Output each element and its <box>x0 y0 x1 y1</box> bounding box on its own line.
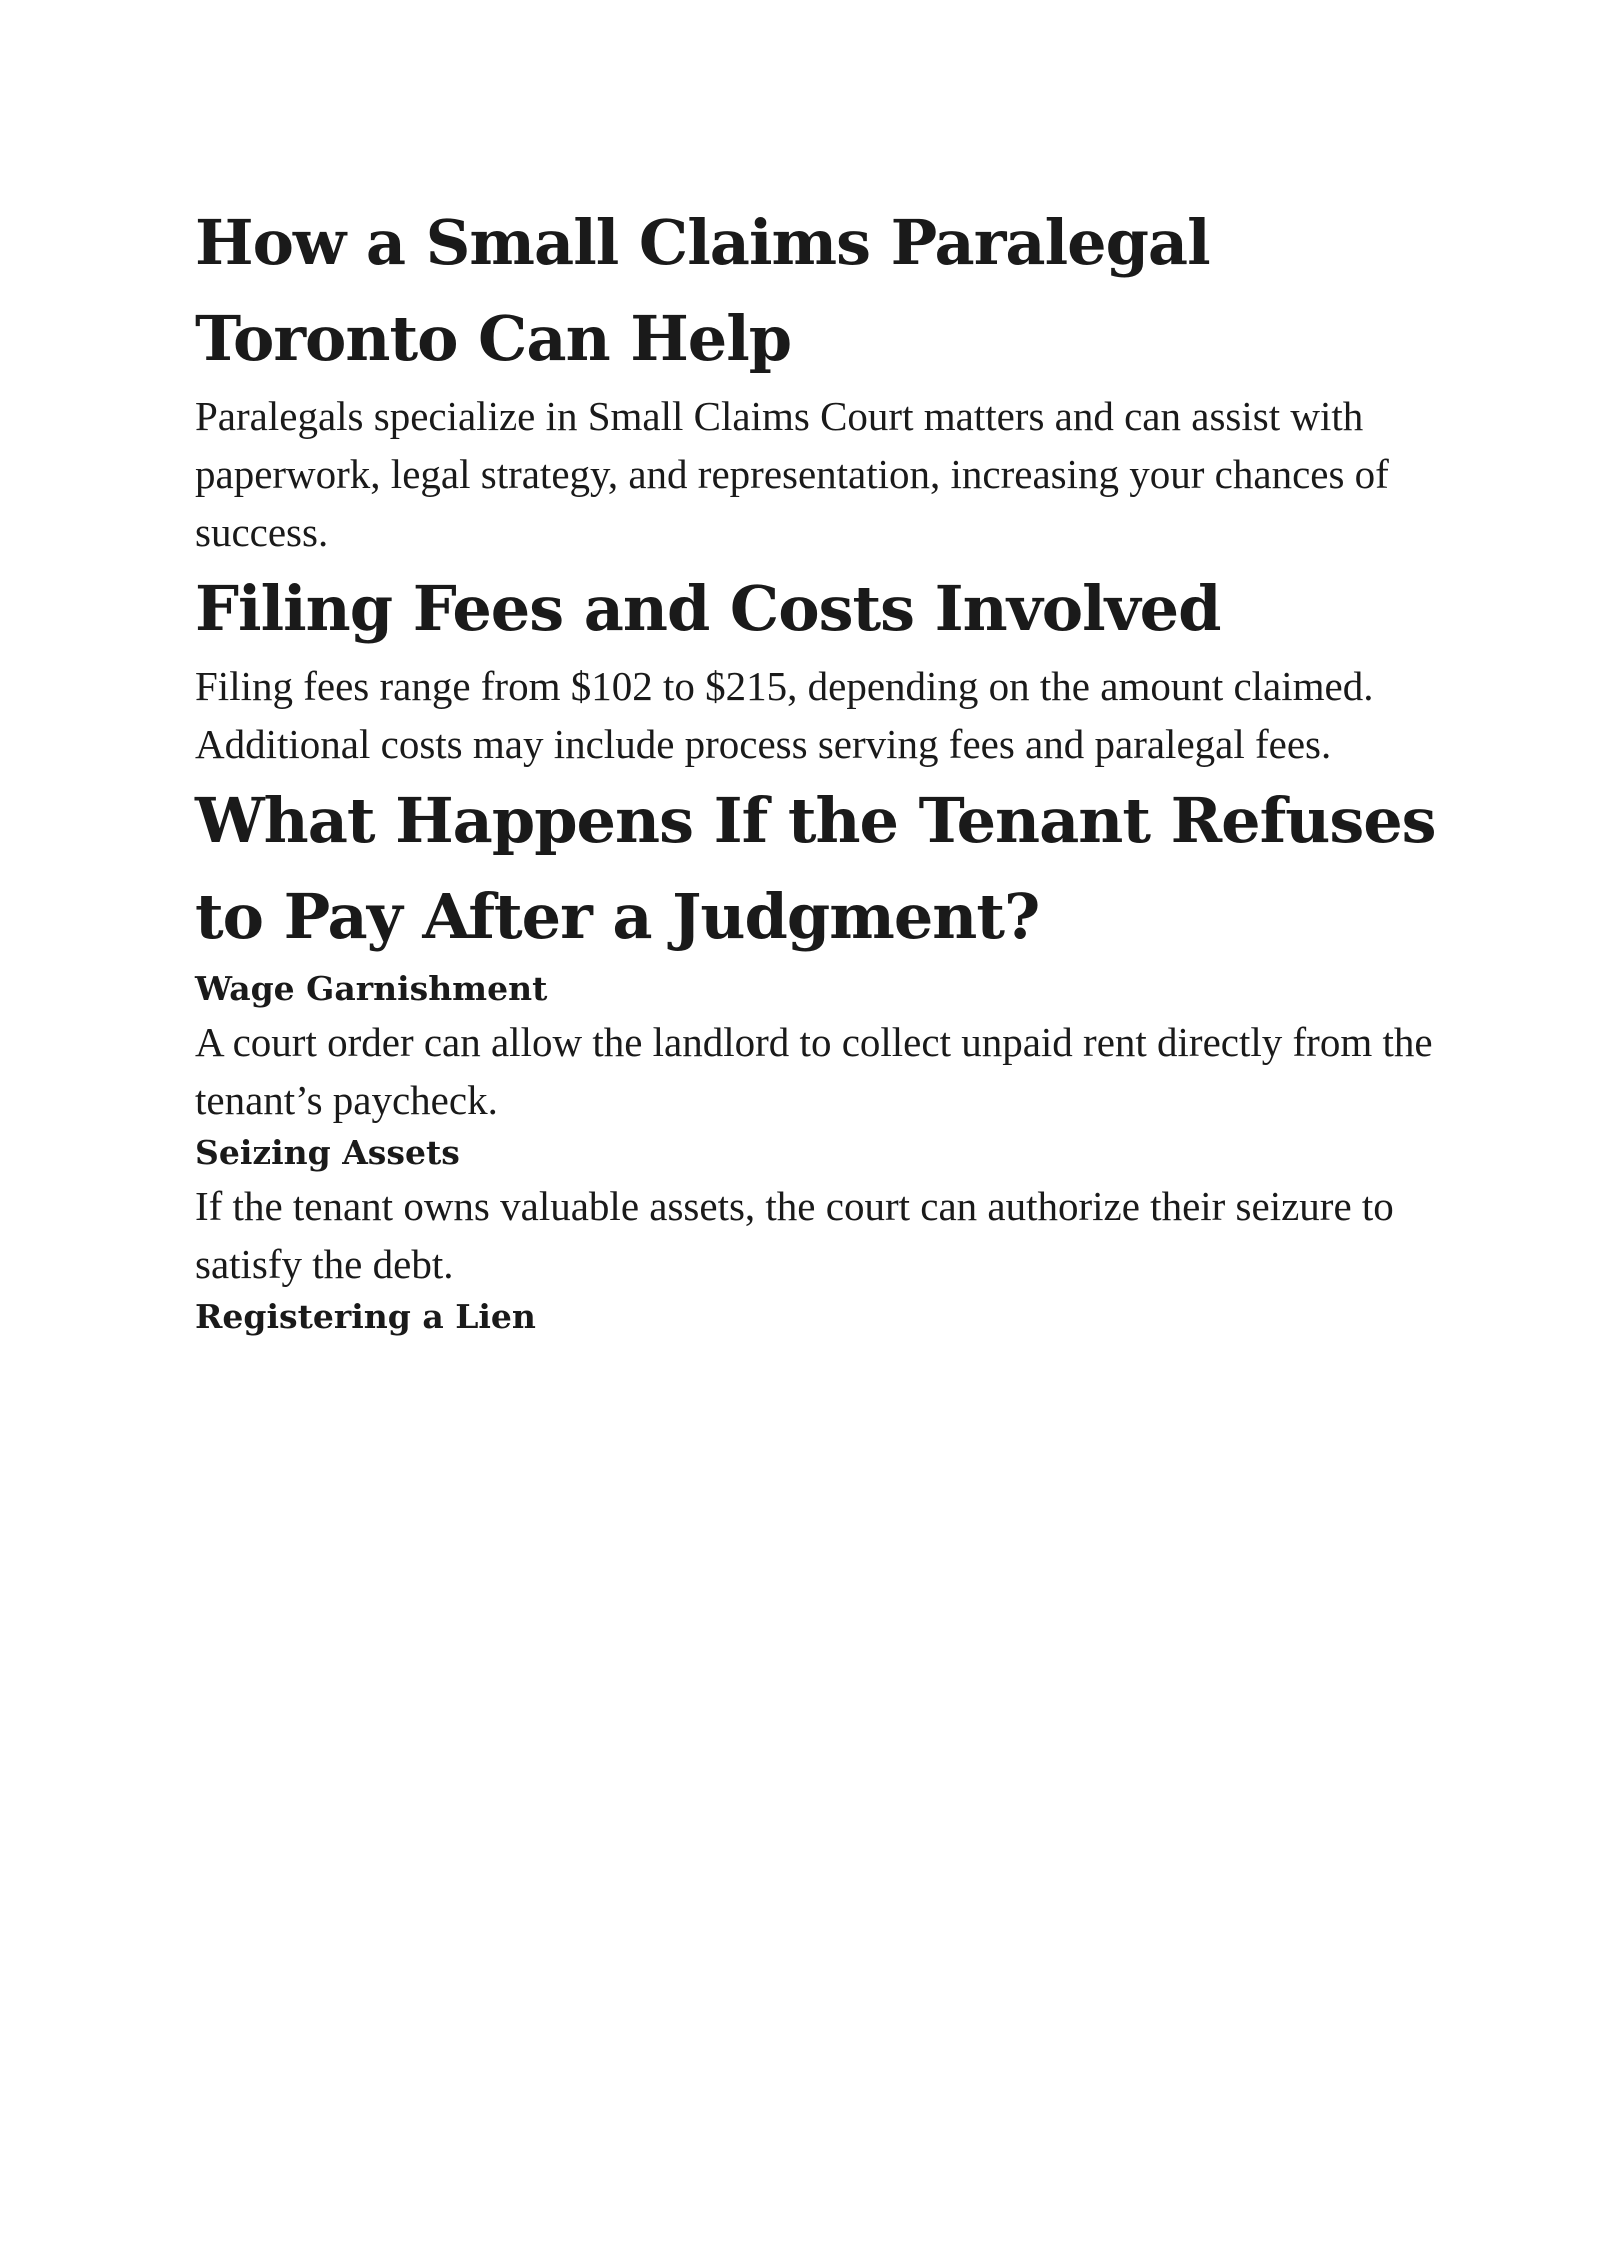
heading-tenant-refuses: What Happens If the Tenant Refuses to Pay After a Judgment? <box>195 784 1436 953</box>
paragraph-wage-garnishment: A court order can allow the landlord to collect unpaid rent directly from the tenant’s paycheck. <box>195 1019 1433 1123</box>
article-body <box>195 195 1445 1341</box>
paragraph-filing-fees: Filing fees range from $102 to $215, depending on the amount claimed. Additional costs may include process serving fees and paralegal fees. <box>195 663 1374 767</box>
subheading-seizing-assets: Seizing Assets <box>195 1133 460 1172</box>
paragraph-seizing-assets: If the tenant owns valuable assets, the court can authorize their seizure to satisfy the debt. <box>195 1183 1394 1287</box>
subheading-wage-garnishment: Wage Garnishment <box>195 969 548 1008</box>
subheading-registering-lien: Registering a Lien <box>195 1297 536 1336</box>
heading-filing-fees: Filing Fees and Costs Involved <box>195 572 1221 645</box>
heading-paralegal-help: How a Small Claims Paralegal Toronto Can Help <box>195 206 1210 375</box>
paragraph-paralegal-help: Paralegals specialize in Small Claims Court matters and can assist with paperwork, legal strategy, and representation, increasing your chances of success. <box>195 393 1389 555</box>
